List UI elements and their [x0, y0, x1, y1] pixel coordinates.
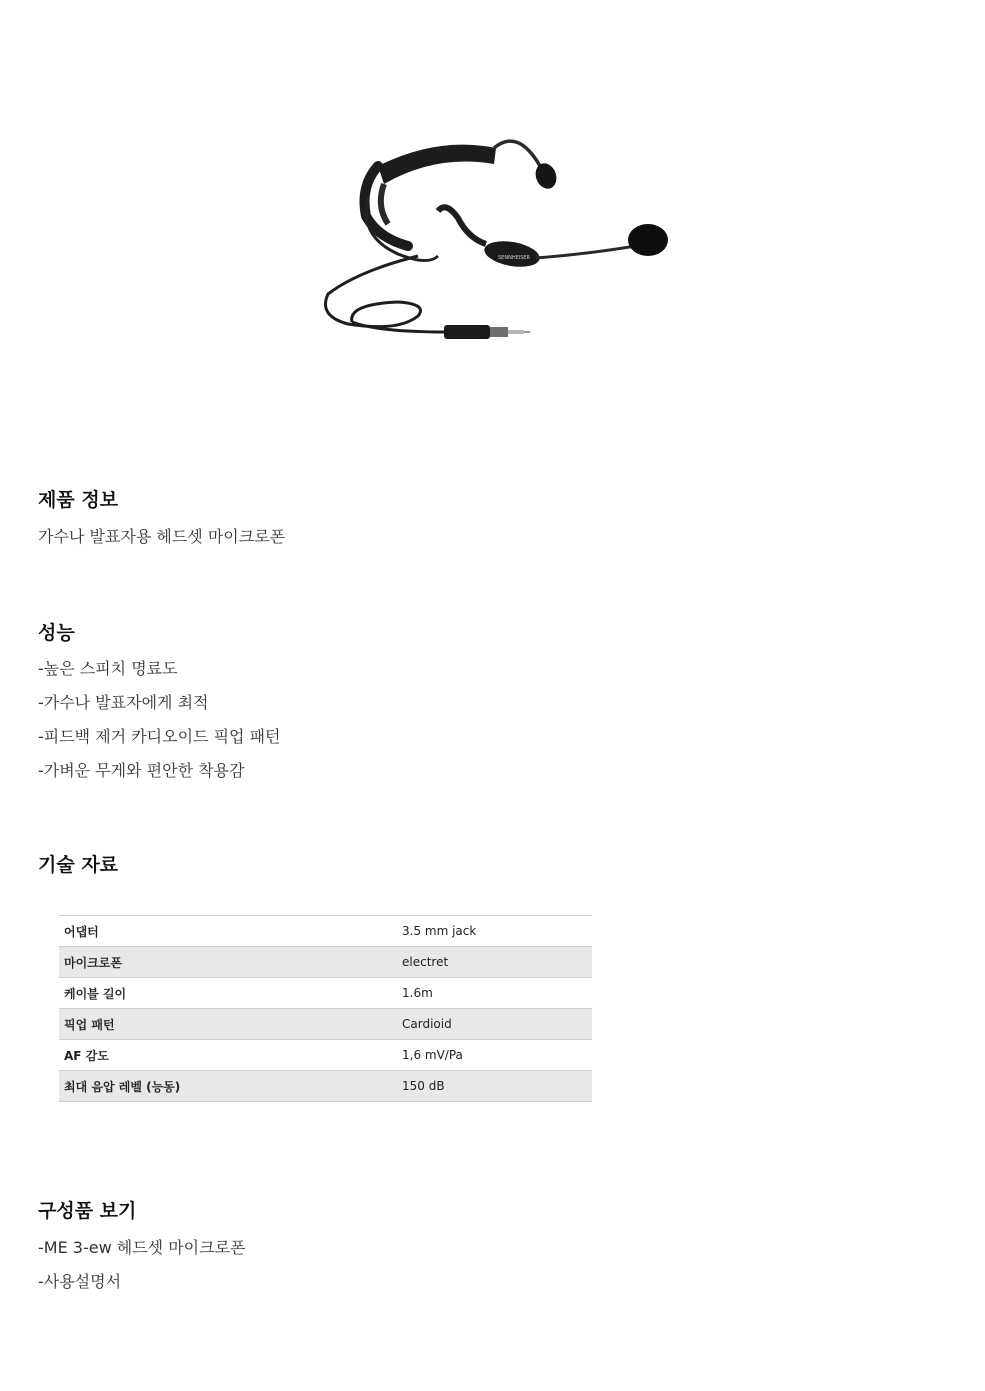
table-row	[59, 1009, 592, 1040]
performance-item: -가벼운 무게와 편안한 착용감	[38, 761, 245, 780]
contents-item: -사용설명서	[38, 1272, 122, 1291]
product-info-title: 제품 정보	[38, 489, 119, 511]
table-row	[59, 916, 592, 947]
spec-value: 150 dB	[402, 1071, 592, 1102]
spec-table	[59, 915, 592, 1102]
spec-label: 어댑터	[59, 916, 402, 947]
product-description: 가수나 발표자용 헤드셋 마이크로폰	[38, 527, 286, 546]
contents-item: -ME 3-ew 헤드셋 마이크로폰	[38, 1238, 246, 1257]
performance-item: -피드백 제거 카디오이드 픽업 패턴	[38, 727, 281, 746]
table-row	[59, 1071, 592, 1102]
headset-microphone-image	[318, 126, 684, 344]
spec-label: 픽업 패턴	[59, 1009, 402, 1040]
spec-value: 3.5 mm jack	[402, 916, 592, 947]
spec-label: 마이크로폰	[59, 947, 402, 978]
performance-title: 성능	[38, 622, 75, 644]
table-row	[59, 978, 592, 1009]
table-row	[59, 1040, 592, 1071]
performance-item: -가수나 발표자에게 최적	[38, 693, 209, 712]
spec-label: 최대 음압 레벨 (능동)	[59, 1071, 402, 1102]
spec-value: 1.6m	[402, 978, 592, 1009]
spec-value: electret	[402, 947, 592, 978]
spec-value: Cardioid	[402, 1009, 592, 1040]
spec-label: 케이블 길이	[59, 978, 402, 1009]
table-row	[59, 947, 592, 978]
specs-title: 기술 자료	[38, 854, 119, 876]
performance-item: -높은 스피치 명료도	[38, 659, 178, 678]
spec-value: 1,6 mV/Pa	[402, 1040, 592, 1071]
contents-title: 구성품 보기	[38, 1200, 137, 1222]
spec-label: AF 감도	[59, 1040, 402, 1071]
brand-label: SENNHEISER	[498, 255, 531, 261]
